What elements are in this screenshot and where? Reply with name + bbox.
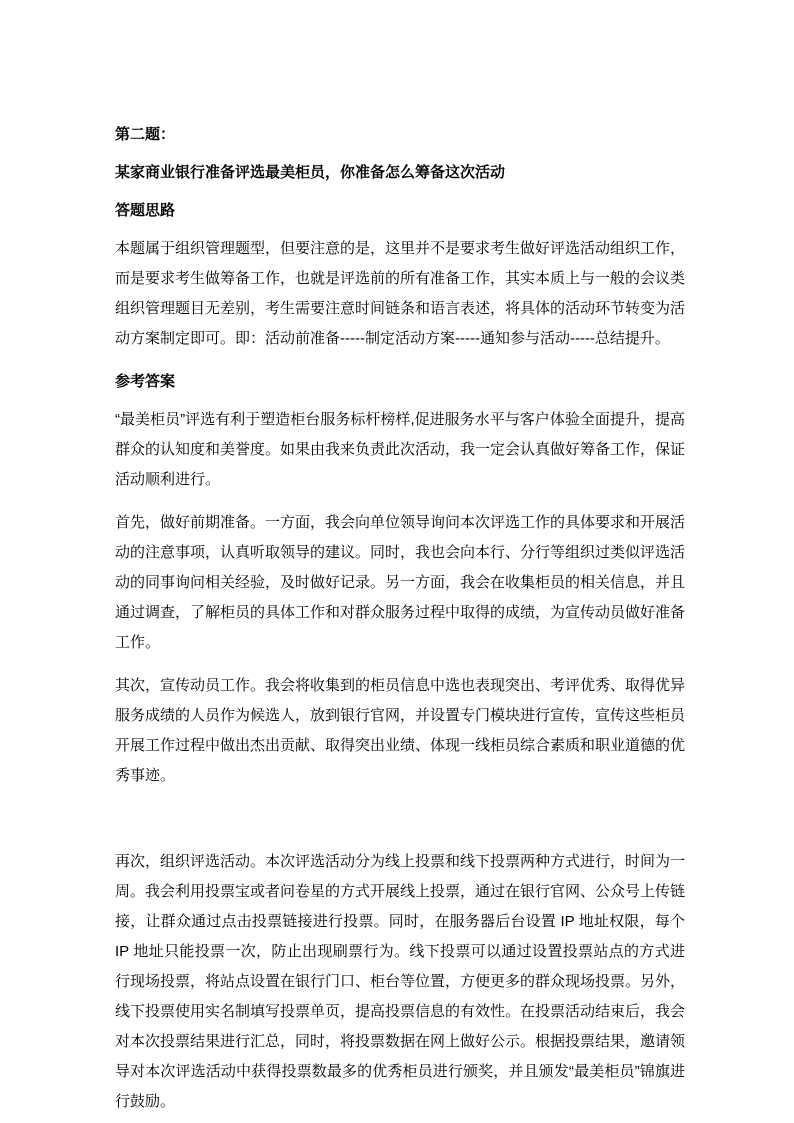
document-content [115,120,685,1123]
empty-line [115,804,685,834]
reference-answer-heading: 参考答案 [115,373,176,390]
answer-approach-paragraph: 本题属于组织管理题型，但要注意的是，这里并不是要求考生做好评选活动组织工作，而是要求考生做筹备工作，也就是评选前的所有准备工作，其实本质上与一般的会议类组织管理题目无差别，考生需要注意时间链条和语言表述，将具体的活动环节转变为活动方案制定即可。即：活动前准备-----制定活动方案-----通知参与活动-----总结提升。 [115,240,686,347]
answer-approach-heading: 答题思路 [115,202,176,219]
second-step-promotion-paragraph: 其次，宣传动员工作。我会将收集到的柜员信息中选也表现突出、考评优秀、取得优异服务成绩的人员作为候选人，放到银行官网，并设置专门模块进行宣传，宣传这些柜员开展工作过程中做出杰出贡献、取得突出业绩、体现一线柜员综合素质和职业道德的优秀事迹。 [115,677,686,784]
reference-answer-intro-paragraph: “最美柜员”评选有利于塑造柜台服务标杆榜样,促进服务水平与客户体验全面提升，提高群众的认知度和美誉度。如果由我来负责此次活动，我一定会认真做好筹备工作，保证活动顺利进行。 [115,411,686,488]
third-step-voting-paragraph: 再次，组织评选活动。本次评选活动分为线上投票和线下投票两种方式进行，时间为一周。我会利用投票宝或者问卷星的方式开展线上投票，通过在银行官网、公众号上传链接，让群众通过点击投票链接进行投票。同时，在服务器后台设置 IP 地址权限，每个 IP 地址只能投票一次，防止出现刷票行为。线下投票可以通过设置投票站点的方式进行现场投票，将站点设置在银行门口、柜台等位置，方便更多的群众现场投票。另外，线下投票使用实名制填写投票单页，提高投票信息的有效性。在投票活动结束后，我会对本次投票结果进行汇总，同时，将投票数据在网上做好公示。根据投票结果，邀请领导对本次评选活动中获得投票数最多的优秀柜员进行颁奖，并且颁发“最美柜员”锦旗进行鼓励。 [115,853,686,1110]
question-title-heading: 某家商业银行准备评选最美柜员，你准备怎么筹备这次活动 [115,164,506,181]
first-step-preparation-paragraph: 首先，做好前期准备。一方面，我会向单位领导询问本次评选工作的具体要求和开展活动的注意事项，认真听取领导的建议。同时，我也会向本行、分行等组织过类似评选活动的同事询问相关经验，及时做好记录。另一方面，我会在收集柜员的相关信息，并且通过调查，了解柜员的具体工作和对群众服务过程中取得的成绩，为宣传动员做好准备工作。 [115,514,686,651]
question-number-heading: 第二题： [115,126,176,143]
